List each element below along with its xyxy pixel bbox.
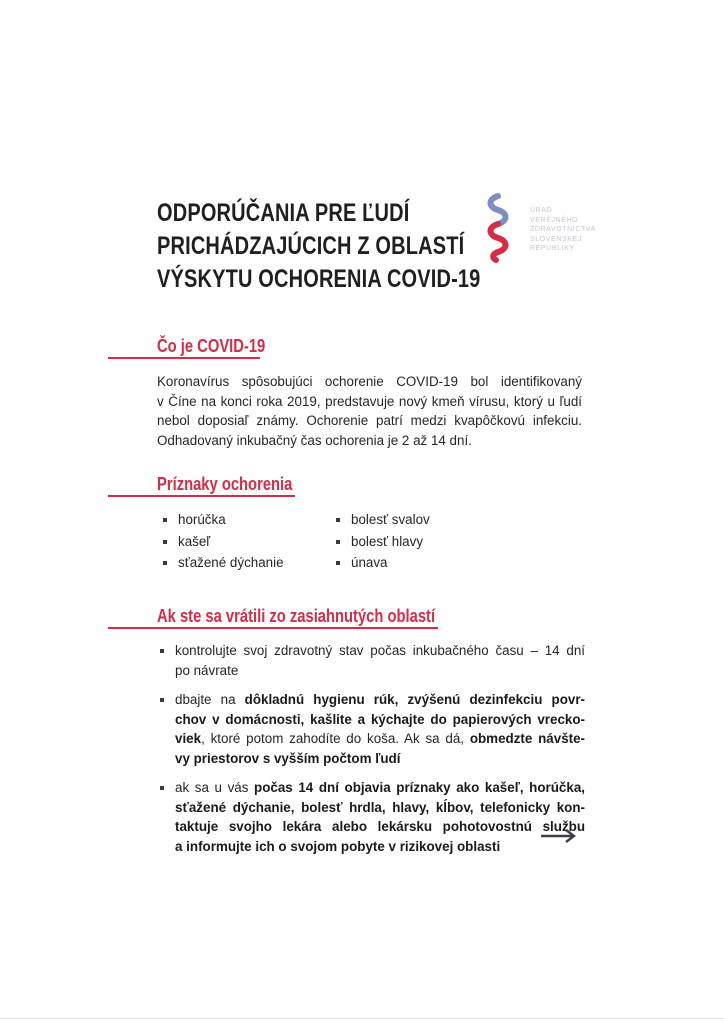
section-heading-what-is-covid: Čo je COVID-19 <box>157 336 266 356</box>
text-line <box>175 817 585 837</box>
title-line: PRICHÁDZAJÚCICH Z OBLASTÍ <box>157 232 465 260</box>
text-line <box>175 778 585 798</box>
paragraph-line: nebol doposiaľ známy. Ochorenie patrí medzi kvapôčkovú infekciu. <box>157 413 582 428</box>
symptoms-list-right <box>333 509 430 574</box>
section-heading-symptoms: Príznaky ochorenia <box>157 474 293 494</box>
section-rule <box>108 357 260 359</box>
text-line <box>175 749 585 769</box>
emphasis-text: a informujte ich o svojom pobyte v rizikovej oblasti <box>175 838 501 854</box>
logo-text-line: ZDRAVOTNÍCTVA <box>530 226 596 233</box>
emphasis-text: obmedzte návšte- <box>469 731 586 746</box>
list-item <box>157 690 585 768</box>
list-item <box>157 778 585 856</box>
list-item <box>157 641 585 680</box>
text-run: , ktoré potom zahodíte do koša. Ak sa dá, <box>201 731 470 746</box>
text-line <box>175 690 585 710</box>
text-line <box>175 837 585 857</box>
emphasis-text: sťažené dýchanie, bolesť hrdla, hlavy, kĺbov, telefonicky kon- <box>175 799 585 815</box>
list-item: horúčka <box>160 509 284 531</box>
logo-text-line: REPUBLIKY <box>530 245 575 252</box>
logo-text-line: SLOVENSKEJ <box>530 235 582 243</box>
page-edge <box>0 1018 724 1019</box>
paragraph-line: Koronavírus spôsobujúci ochorenie COVID-19 bol identifikovaný <box>157 374 582 389</box>
emphasis-text: taktuje svojho lekára alebo lekársku pohotovostnú službu <box>175 819 585 834</box>
emphasis-text: chov v domácnosti, kašlite a kýchajte do papierových vrecko- <box>175 711 585 727</box>
emphasis-text: počas 14 dní objavia príznaky ako kašeľ, horúčka, <box>254 780 585 795</box>
page-title <box>157 197 480 296</box>
logo-text-line: VEREJNÉHO <box>530 216 579 224</box>
paragraph-line: Odhadovaný inkubačný čas ochorenia je 2 až 14 dní. <box>157 432 472 448</box>
list-item: únava <box>333 552 430 574</box>
list-item: bolesť hlavy <box>333 531 430 553</box>
symptoms-list-left <box>160 509 284 574</box>
section-rule <box>108 495 295 497</box>
logo-text-line: ÚRAD <box>530 207 553 214</box>
logo-text <box>530 206 596 254</box>
list-item: bolesť svalov <box>333 509 430 531</box>
list-item: kašeľ <box>160 531 284 553</box>
text-line <box>175 710 585 730</box>
text-run: ak sa u vás <box>175 780 255 795</box>
text-line <box>175 798 585 818</box>
arrow-right-icon[interactable] <box>540 828 578 844</box>
list-item: sťažené dýchanie <box>160 552 284 574</box>
section-heading-returning: Ak ste sa vrátili zo zasiahnutých oblastí <box>157 606 436 626</box>
text-run: dbajte na <box>175 692 245 707</box>
logo-mark-icon <box>482 190 522 270</box>
logo <box>482 190 612 270</box>
section-rule <box>108 627 438 629</box>
text-line <box>175 729 585 749</box>
title-line: ODPORÚČANIA PRE ĽUDÍ <box>157 199 410 227</box>
intro-paragraph <box>157 372 582 450</box>
text-line: kontrolujte svoj zdravotný stav počas inkubačného času – 14 dní <box>175 643 585 658</box>
text-line: po návrate <box>175 662 239 678</box>
advice-list <box>157 641 585 866</box>
emphasis-text: dôkladnú hygienu rúk, zvýšenú dezinfekciu povr- <box>244 692 585 707</box>
emphasis-text: viek <box>175 731 202 746</box>
paragraph-line: v Číne na konci roka 2019, predstavuje nový kmeň vírusu, ktorý u ľudí <box>157 393 582 409</box>
emphasis-text: vy priestorov s vyšším počtom ľudí <box>175 750 401 766</box>
title-line: VÝSKYTU OCHORENIA COVID-19 <box>157 265 481 293</box>
